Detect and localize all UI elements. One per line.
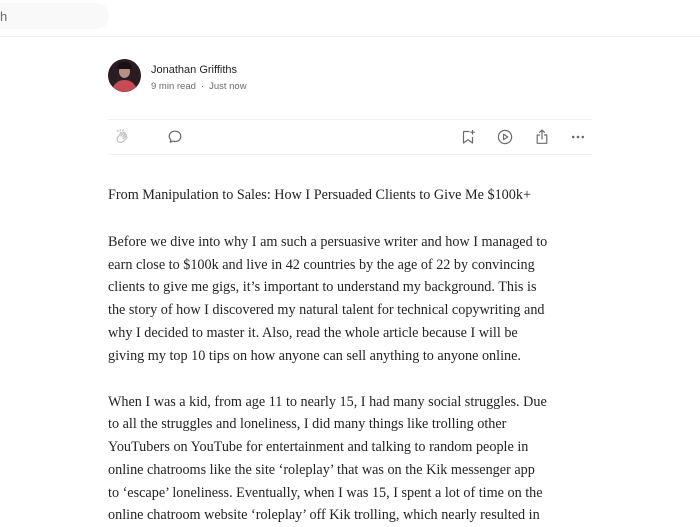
paragraph-line: why I decided to master it. Also, read the whole article because I will be [108,324,518,341]
paragraph-line: giving my top 10 tips on how anyone can sell anything to anyone online. [108,347,521,364]
author-name[interactable]: Jonathan Griffiths [151,64,238,76]
clap-icon[interactable] [113,128,131,146]
paragraph-line: clients to give me gigs, it’s important to understand my background. This is [108,279,537,296]
paragraph-line: YouTubers on YouTube for entertainment and talking to random people in [108,439,529,456]
meta-separator: · [200,81,205,92]
listen-play-icon[interactable] [496,128,514,146]
bookmark-add-icon[interactable] [459,128,477,146]
paragraph-line: to all the struggles and loneliness, I did many things like trolling other [108,416,507,433]
more-icon[interactable] [569,128,587,146]
read-time: 9 min read [151,81,196,92]
paragraph-line: Before we dive into why I am such a persuasive writer and how I managed to [108,234,548,250]
author-block [108,59,592,95]
top-navigation-bar [0,0,700,37]
article-body [108,184,598,527]
paragraph-line: earn close to $100k and live in 42 countries by the age of 22 by convincing [108,256,535,273]
comment-icon[interactable] [166,128,184,146]
search-input-text: h [0,9,8,24]
article-title: From Manipulation to Sales: How I Persuaded Clients to Give Me $100k+ [108,187,531,203]
article-action-bar [108,119,592,155]
post-meta [151,81,247,92]
article-paragraph [108,231,598,367]
paragraph-line: online chatrooms like the site ‘roleplay’ that was on the Kik messenger app [108,461,535,478]
article-paragraph [108,391,598,527]
author-avatar[interactable] [108,59,141,92]
share-icon[interactable] [533,128,551,146]
post-time: Just now [209,81,247,92]
paragraph-line: to ‘escape’ loneliness. Eventually, when I was 15, I spent a lot of time on the [108,484,543,501]
paragraph-line: the story of how I discovered my natural talent for technical copywriting and [108,302,545,319]
search-input[interactable] [0,3,109,29]
paragraph-line: When I was a kid, from age 11 to nearly 15, I had many social struggles. Due [108,393,547,410]
paragraph-line: online chatroom website ‘roleplay’ off Kik trolling, which nearly resulted in [108,507,540,524]
